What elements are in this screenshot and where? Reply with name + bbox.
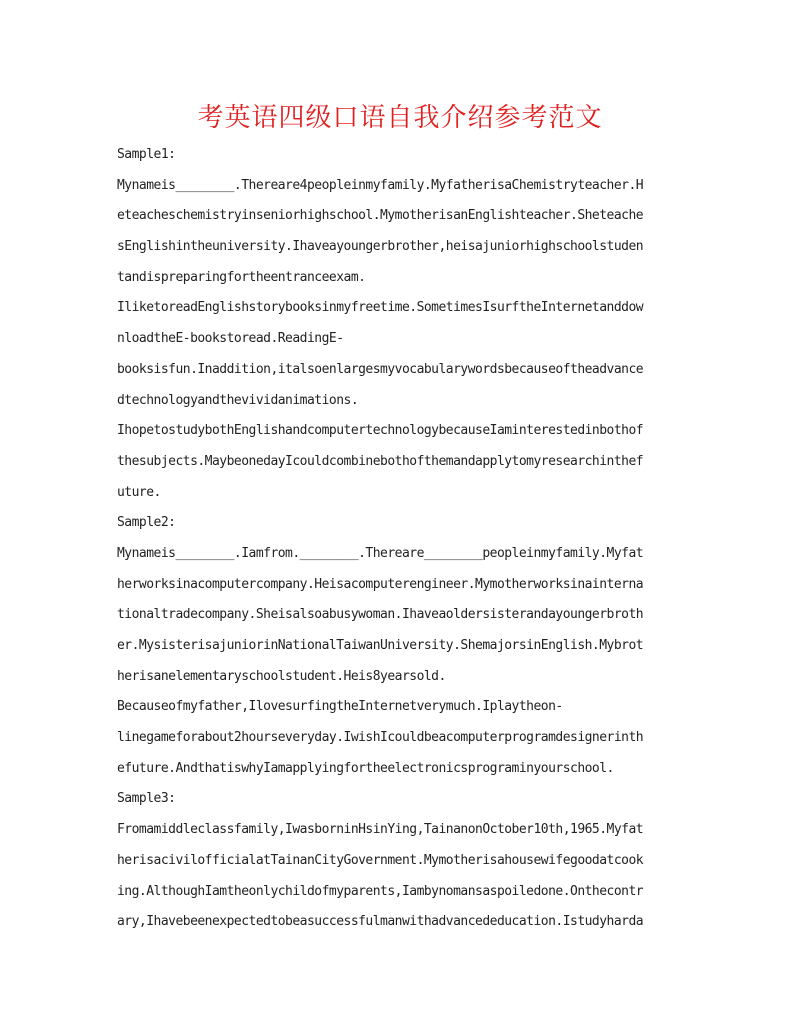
text-line: nloadtheE-bookstoread.ReadingE- bbox=[117, 331, 344, 347]
text-line: sEnglishintheuniversity.Ihaveayoungerbrother,heisajuniorhighschoolstuden bbox=[117, 239, 644, 255]
text-line: Sample2: bbox=[117, 515, 176, 531]
text-line: er.MysisterisajuniorinNationalTaiwanUniversity.ShemajorsinEnglish.Mybrot bbox=[117, 638, 644, 653]
text-line: dtechnologyandthevividanimations. bbox=[117, 392, 359, 408]
text-line: Becauseofmyfather,IlovesurfingtheInternetverymuch.Iplaytheon- bbox=[117, 699, 563, 715]
document-body bbox=[117, 140, 687, 938]
text-line: ing.AlthoughIamtheonlychildofmyparents,Iambynomansaspoiledone.Onthecontr bbox=[117, 883, 644, 899]
text-line: herisanelementaryschoolstudent.Heis8yearsold. bbox=[117, 668, 446, 684]
text-line: IhopetostudybothEnglishandcomputertechnologybecauseIaminterestedinbothof bbox=[117, 423, 644, 439]
text-line: Mynameis________.Thereare4peopleinmyfamily.MyfatherisaChemistryteacher.H bbox=[117, 177, 644, 193]
text-line: herworksinacomputercompany.Heisacomputerengineer.Mymotherworksinainterna bbox=[117, 576, 644, 592]
text-line: booksisfun.Inaddition,italsoenlargesmyvocabularywordsbecauseoftheadvance bbox=[117, 361, 644, 377]
text-line: Sample3: bbox=[117, 791, 176, 807]
text-line: Sample1: bbox=[117, 147, 176, 162]
text-line: herisacivilofficialatTainanCityGovernment.Mymotherisahousewifegoodatcook bbox=[117, 852, 644, 868]
text-line: Fromamiddleclassfamily,IwasborninHsinYing,TainanonOctober10th,1965.Myfat bbox=[117, 822, 644, 838]
text-line: uture. bbox=[117, 484, 161, 500]
text-line: ary,Ihavebeenexpectedtobeasuccessfulmanwithadvancededucation.Istudyharda bbox=[117, 914, 644, 930]
text-line: tionaltradecompany.Sheisalsoabusywoman.Ihaveaoldersisterandayoungerbroth bbox=[117, 607, 644, 623]
text-line: tandispreparingfortheentranceexam. bbox=[117, 269, 366, 285]
text-line: efuture.AndthatiswhyIamapplyingfortheelectronicsprograminyourschool. bbox=[117, 760, 614, 776]
text-line: eteacheschemistryinseniorhighschool.MymotherisanEnglishteacher.Sheteache bbox=[117, 208, 644, 224]
text-line: IliketoreadEnglishstorybooksinmyfreetime.SometimesIsurftheInternetanddow bbox=[117, 300, 644, 316]
text-line: Mynameis________.Iamfrom.________.Thereare________peopleinmyfamily.Myfat bbox=[117, 545, 644, 561]
text-line: thesubjects.MaybeonedayIcouldcombinebothofthemandapplytomyresearchinthef bbox=[117, 453, 644, 469]
text-line: linegameforabout2hourseveryday.IwishIcouldbeacomputerprogramdesignerinth bbox=[117, 730, 644, 746]
document-title: 考英语四级口语自我介绍参考范文 bbox=[197, 103, 603, 133]
